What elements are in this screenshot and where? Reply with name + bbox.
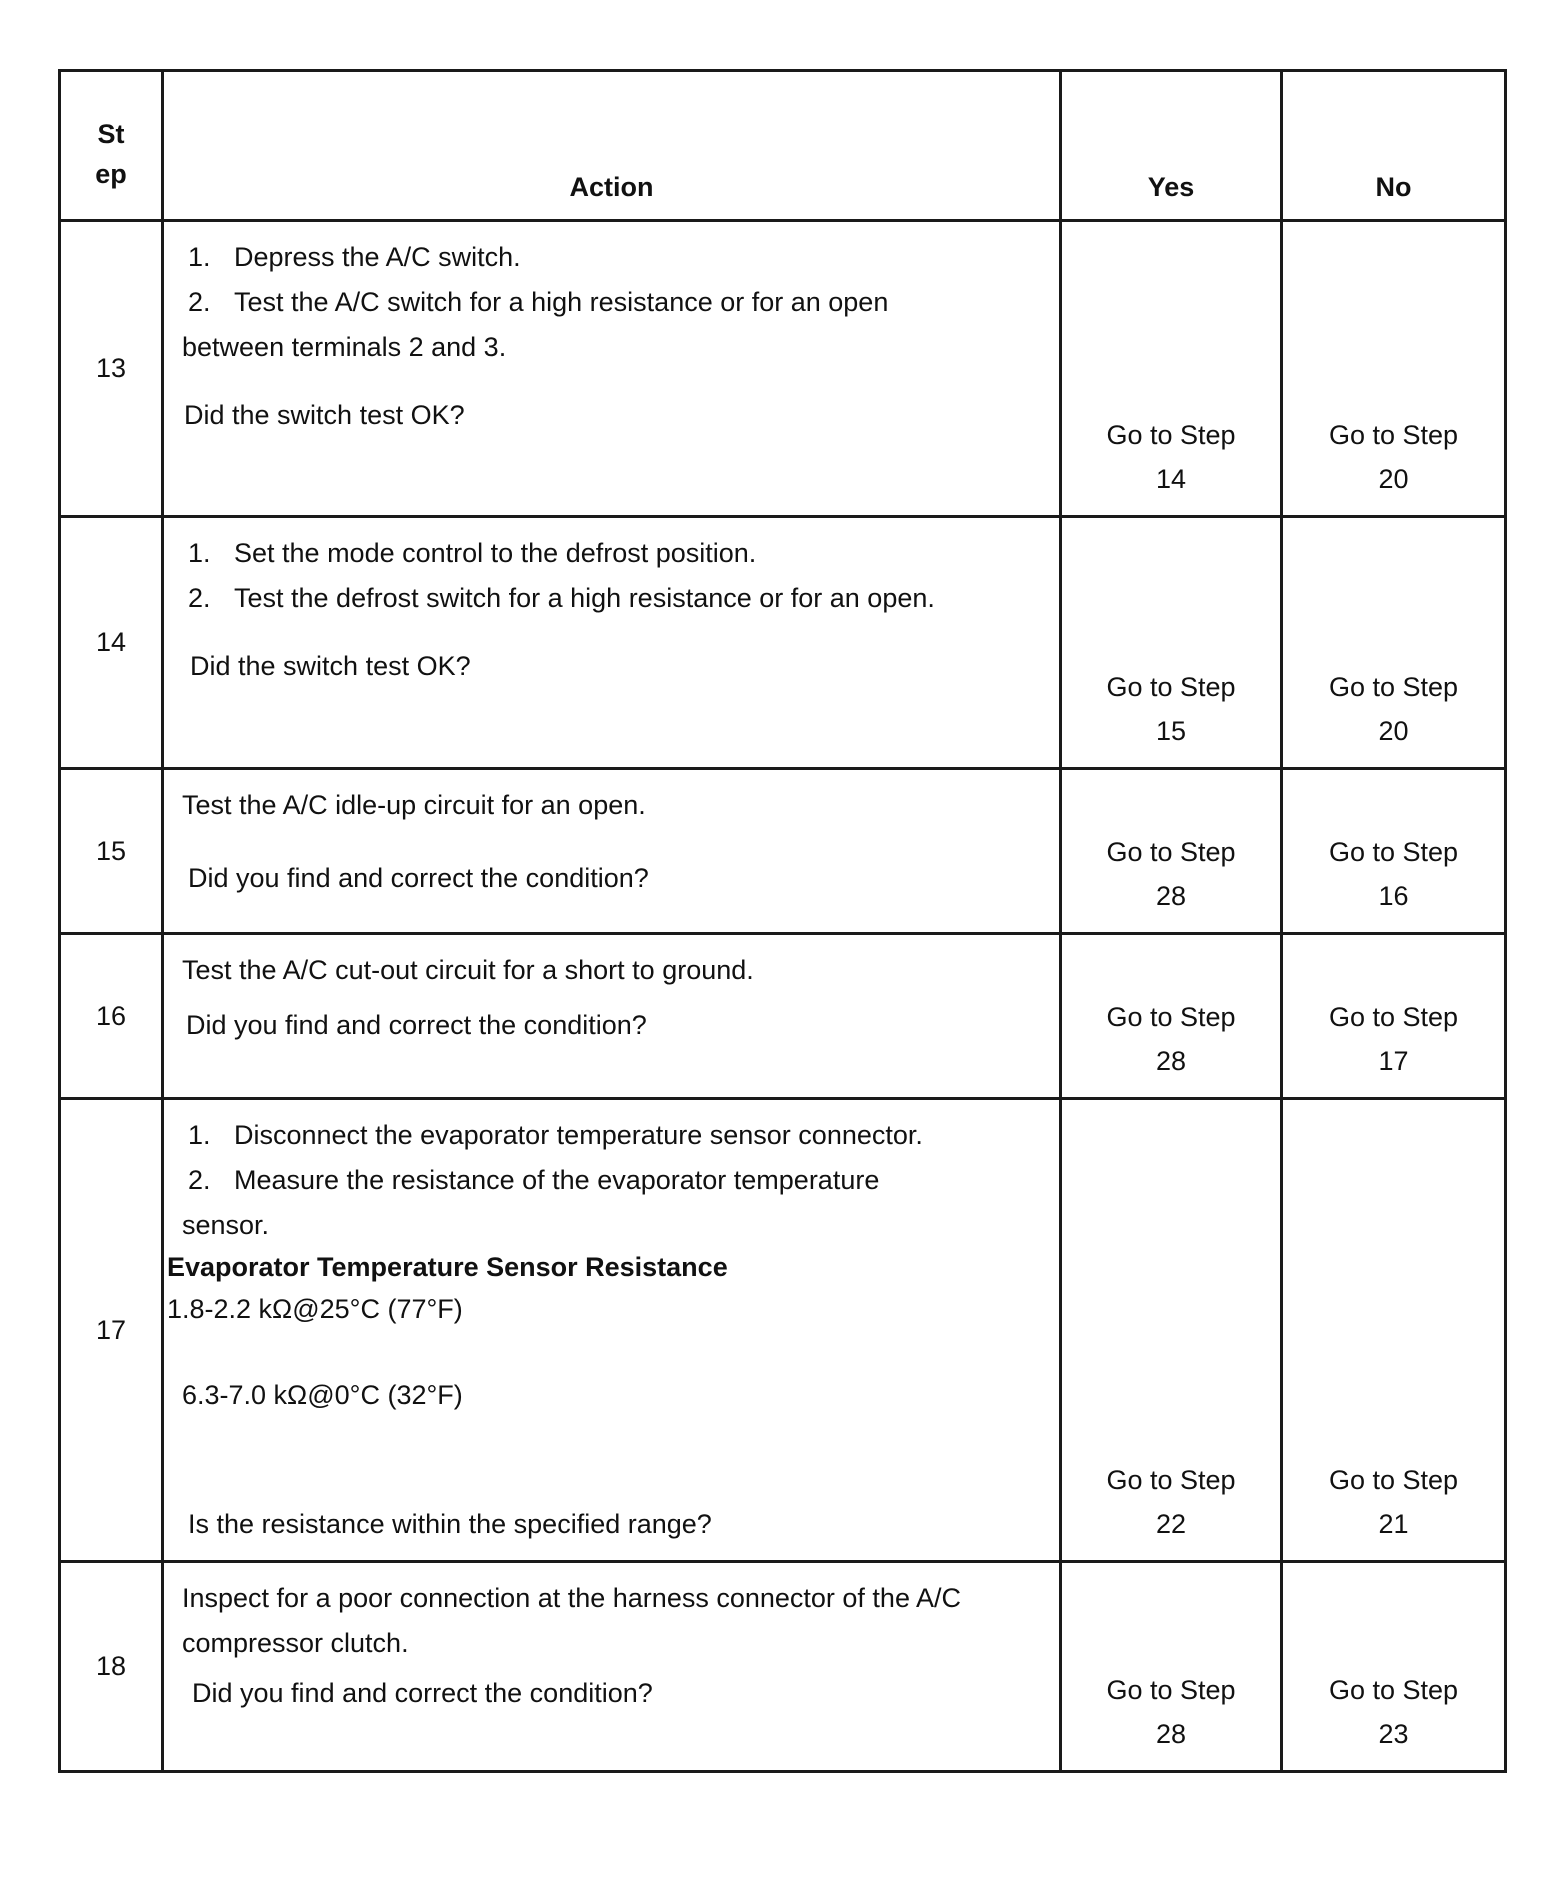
question-text: Is the resistance within the specified range? bbox=[188, 1509, 712, 1539]
yes-label: Go to Step bbox=[1106, 1465, 1236, 1495]
action-text: Test the defrost switch for a high resistance or for an open. bbox=[234, 583, 935, 613]
action-text: Disconnect the evaporator temperature sensor connector. bbox=[234, 1120, 923, 1150]
action-line: Inspect for a poor connection at the harness connector of the A/C bbox=[182, 1583, 961, 1613]
yes-label: Go to Step bbox=[1106, 1675, 1236, 1705]
no-label: Go to Step bbox=[1328, 672, 1459, 702]
action-cell bbox=[163, 517, 1061, 769]
no-label: Go to Step bbox=[1328, 1002, 1459, 1032]
table-row bbox=[60, 934, 1506, 1099]
action-line bbox=[188, 287, 888, 318]
yes-step: 22 bbox=[1155, 1509, 1187, 1539]
action-line bbox=[188, 538, 756, 569]
step-number: 17 bbox=[60, 1099, 163, 1562]
table-row bbox=[60, 517, 1506, 769]
yes-cell bbox=[1061, 221, 1282, 517]
spec-value: 1.8-2.2 kΩ@25°C (77°F) bbox=[167, 1294, 463, 1324]
action-line: Test the A/C cut-out circuit for a short to ground. bbox=[182, 955, 754, 985]
no-step: 23 bbox=[1378, 1719, 1409, 1749]
action-text: Test the A/C switch for a high resistance or for an open bbox=[234, 287, 889, 317]
header-step-line1: St bbox=[97, 118, 125, 149]
action-line bbox=[188, 583, 935, 614]
action-line: sensor. bbox=[182, 1210, 270, 1240]
header-action: Action bbox=[163, 71, 1061, 221]
step-number: 14 bbox=[60, 517, 163, 769]
yes-label: Go to Step bbox=[1106, 1002, 1236, 1032]
no-cell bbox=[1282, 517, 1506, 769]
yes-cell bbox=[1061, 1562, 1282, 1772]
yes-step: 28 bbox=[1155, 1719, 1187, 1749]
spec-value: 6.3-7.0 kΩ@0°C (32°F) bbox=[182, 1380, 463, 1410]
no-cell bbox=[1282, 1099, 1506, 1562]
no-label: Go to Step bbox=[1328, 837, 1459, 867]
question-text: Did you find and correct the condition? bbox=[186, 1010, 647, 1040]
list-number: 2. bbox=[188, 287, 211, 317]
action-line bbox=[188, 242, 521, 273]
action-line: between terminals 2 and 3. bbox=[182, 332, 507, 362]
no-label: Go to Step bbox=[1328, 1465, 1459, 1495]
diagnostic-table bbox=[58, 69, 1507, 1773]
action-text: Set the mode control to the defrost position. bbox=[234, 538, 757, 568]
header-step-line2: ep bbox=[95, 158, 127, 189]
no-cell bbox=[1282, 1562, 1506, 1772]
action-line bbox=[188, 1165, 879, 1196]
yes-step: 28 bbox=[1155, 1046, 1187, 1076]
question-text: Did the switch test OK? bbox=[190, 651, 471, 681]
action-text: Measure the resistance of the evaporator temperature bbox=[234, 1165, 880, 1195]
table-row bbox=[60, 1099, 1506, 1562]
question-text: Did you find and correct the condition? bbox=[188, 863, 649, 893]
no-step: 20 bbox=[1378, 464, 1409, 494]
yes-step: 28 bbox=[1155, 881, 1187, 911]
question-text: Did the switch test OK? bbox=[184, 400, 465, 430]
table-row bbox=[60, 769, 1506, 934]
list-number: 2. bbox=[188, 583, 211, 613]
no-label: Go to Step bbox=[1328, 420, 1459, 450]
no-step: 16 bbox=[1378, 881, 1409, 911]
action-line bbox=[188, 1120, 923, 1151]
step-number: 18 bbox=[60, 1562, 163, 1772]
no-cell bbox=[1282, 221, 1506, 517]
yes-label: Go to Step bbox=[1106, 837, 1236, 867]
no-step: 20 bbox=[1378, 716, 1409, 746]
list-number: 1. bbox=[188, 1120, 211, 1150]
no-cell bbox=[1282, 934, 1506, 1099]
no-label: Go to Step bbox=[1328, 1675, 1459, 1705]
question-text: Did you find and correct the condition? bbox=[192, 1678, 653, 1708]
step-number: 16 bbox=[60, 934, 163, 1099]
no-step: 17 bbox=[1378, 1046, 1409, 1076]
yes-cell bbox=[1061, 934, 1282, 1099]
spec-heading: Evaporator Temperature Sensor Resistance bbox=[167, 1252, 728, 1282]
list-number: 1. bbox=[188, 242, 211, 272]
step-number: 15 bbox=[60, 769, 163, 934]
action-cell bbox=[163, 769, 1061, 934]
yes-cell bbox=[1061, 517, 1282, 769]
yes-step: 14 bbox=[1155, 464, 1187, 494]
action-line: Test the A/C idle-up circuit for an open. bbox=[182, 790, 646, 820]
action-cell bbox=[163, 221, 1061, 517]
list-number: 2. bbox=[188, 1165, 211, 1195]
action-cell bbox=[163, 1562, 1061, 1772]
action-cell bbox=[163, 1099, 1061, 1562]
header-yes: Yes bbox=[1061, 71, 1282, 221]
action-text: Depress the A/C switch. bbox=[234, 242, 521, 272]
no-cell bbox=[1282, 769, 1506, 934]
yes-label: Go to Step bbox=[1106, 420, 1236, 450]
yes-step: 15 bbox=[1155, 716, 1187, 746]
yes-cell bbox=[1061, 769, 1282, 934]
action-line: compressor clutch. bbox=[182, 1628, 409, 1658]
yes-cell bbox=[1061, 1099, 1282, 1562]
step-number: 13 bbox=[60, 221, 163, 517]
list-number: 1. bbox=[188, 538, 211, 568]
action-cell bbox=[163, 934, 1061, 1099]
header-step bbox=[60, 71, 163, 221]
table-row bbox=[60, 221, 1506, 517]
table-row bbox=[60, 1562, 1506, 1772]
header-no: No bbox=[1282, 71, 1506, 221]
no-step: 21 bbox=[1378, 1509, 1409, 1539]
table-header-row bbox=[60, 71, 1506, 221]
yes-label: Go to Step bbox=[1106, 672, 1236, 702]
